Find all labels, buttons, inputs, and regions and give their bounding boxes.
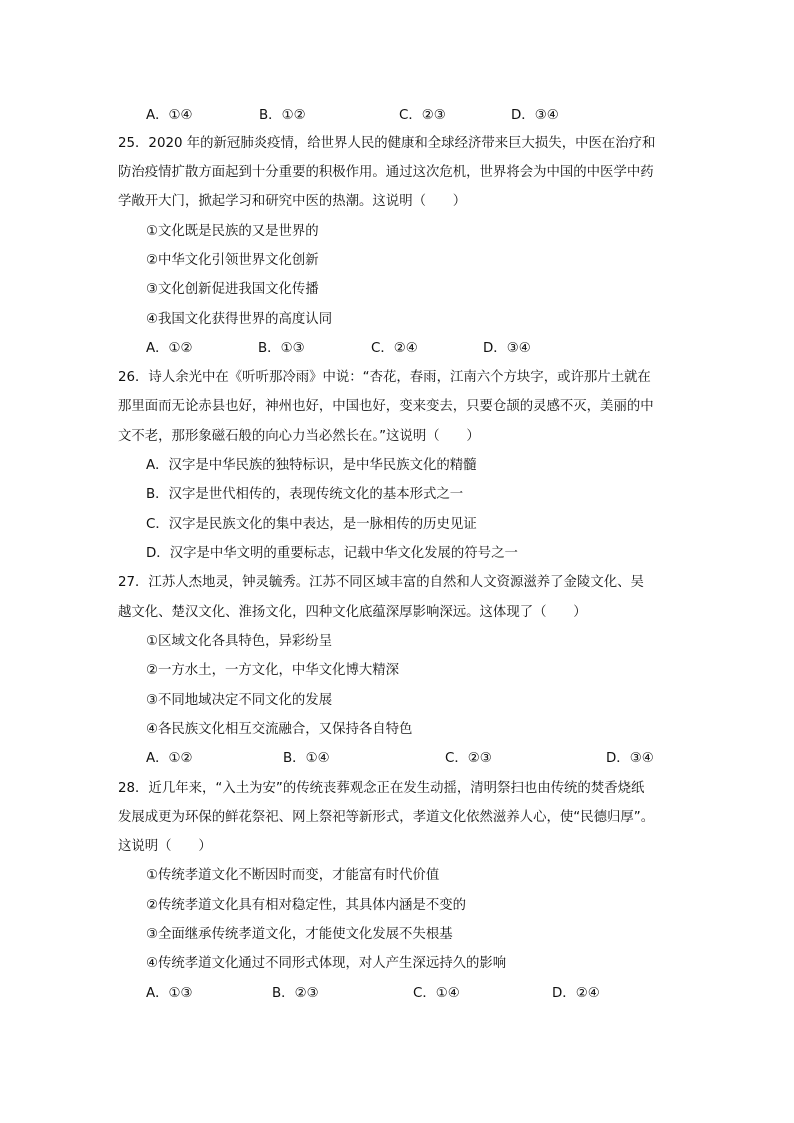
q27-option-b[interactable]: B．①④ bbox=[283, 751, 330, 766]
q27-statement-4: ④各民族文化相互交流融合，又保持各自特色 bbox=[146, 722, 413, 737]
q24-option-c[interactable]: C．②③ bbox=[399, 108, 446, 123]
q28-option-d[interactable]: D．②④ bbox=[552, 986, 600, 1001]
q26-stem-line-2: 那里面而无论赤县也好，神州也好，中国也好，变来变去，只要仓颉的灵感不灭，美丽的中 bbox=[118, 399, 654, 414]
q26-choice-c[interactable]: C．汉字是民族文化的集中表达，是一脉相传的历史见证 bbox=[146, 517, 477, 532]
q28-stem-line-3: 这说明（ ） bbox=[118, 839, 212, 854]
q25-statement-3: ③文化创新促进我国文化传播 bbox=[146, 282, 319, 297]
q26-stem-line-1: 26．诗人余光中在《听听那冷雨》中说：“杏花，春雨，江南六个方块字，或许那片土就在 bbox=[118, 370, 651, 385]
q28-statement-4: ④传统孝道文化通过不同形式体现，对人产生深远持久的影响 bbox=[146, 956, 507, 971]
q25-option-c[interactable]: C．②④ bbox=[371, 341, 418, 356]
q27-option-a[interactable]: A．①② bbox=[146, 751, 193, 766]
q26-choice-b[interactable]: B．汉字是世代相传的，表现传统文化的基本形式之一 bbox=[146, 487, 464, 502]
q26-choice-d[interactable]: D．汉字是中华文明的重要标志，记载中华文化发展的符号之一 bbox=[146, 546, 518, 561]
q24-option-b[interactable]: B．①② bbox=[259, 108, 306, 123]
q27-options bbox=[146, 749, 686, 769]
q24-option-a[interactable]: A．①④ bbox=[146, 108, 193, 123]
q25-option-d[interactable]: D．③④ bbox=[483, 341, 531, 356]
q28-option-b[interactable]: B．②③ bbox=[272, 986, 319, 1001]
q25-statement-4: ④我国文化获得世界的高度认同 bbox=[146, 312, 333, 327]
q27-option-c[interactable]: C．②③ bbox=[445, 751, 492, 766]
q28-option-a[interactable]: A．①③ bbox=[146, 986, 193, 1001]
q28-statement-1: ①传统孝道文化不断因时而变，才能富有时代价值 bbox=[146, 868, 440, 883]
q27-statement-3: ③不同地域决定不同文化的发展 bbox=[146, 693, 333, 708]
q25-option-b[interactable]: B．①③ bbox=[258, 341, 305, 356]
q25-stem-line-1: 25．2020 年的新冠肺炎疫情，给世界人民的健康和全球经济带来巨大损失，中医在治疗和 bbox=[118, 136, 656, 151]
q27-statement-2: ②一方水土，一方文化，中华文化博大精深 bbox=[146, 663, 400, 678]
q26-stem-line-3: 文不老，那形象磁石般的向心力当必然长在。”这说明（ ） bbox=[118, 429, 480, 444]
q28-stem-line-1: 28．近几年来，“入土为安”的传统丧葬观念正在发生动摇，清明祭扫也由传统的焚香烧纸 bbox=[118, 781, 645, 796]
q28-option-c[interactable]: C．①④ bbox=[413, 986, 460, 1001]
q28-statement-3: ③全面继承传统孝道文化，才能使文化发展不失根基 bbox=[146, 927, 453, 942]
q25-option-a[interactable]: A．①② bbox=[146, 341, 193, 356]
q26-choice-a[interactable]: A．汉字是中华民族的独特标识，是中华民族文化的精髓 bbox=[146, 458, 477, 473]
q27-stem-line-2: 越文化、楚汉文化、淮扬文化，四种文化底蕴深厚影响深远。这体现了（ ） bbox=[118, 605, 587, 620]
q28-statement-2: ②传统孝道文化具有相对稳定性，其具体内涵是不变的 bbox=[146, 898, 466, 913]
q24-options bbox=[146, 106, 686, 126]
q25-options bbox=[146, 339, 686, 359]
q25-statement-1: ①文化既是民族的又是世界的 bbox=[146, 224, 319, 239]
q28-options bbox=[146, 984, 686, 1004]
q27-option-d[interactable]: D．③④ bbox=[606, 751, 654, 766]
q25-statement-2: ②中华文化引领世界文化创新 bbox=[146, 253, 319, 268]
q27-stem-line-1: 27．江苏人杰地灵，钟灵毓秀。江苏不同区域丰富的自然和人文资源滋养了金陵文化、吴 bbox=[118, 575, 644, 590]
q27-statement-1: ①区域文化各具特色，异彩纷呈 bbox=[146, 634, 333, 649]
q24-option-d[interactable]: D．③④ bbox=[511, 108, 559, 123]
q25-stem-line-3: 学敞开大门，掀起学习和研究中医的热潮。这说明（ ） bbox=[118, 194, 467, 209]
q25-stem-line-2: 防治疫情扩散方面起到十分重要的积极作用。通过这次危机，世界将会为中国的中医学中药 bbox=[118, 165, 654, 180]
q28-stem-line-2: 发展成更为环保的鲜花祭祀、网上祭祀等新形式，孝道文化依然滋养人心，使“民德归厚”。 bbox=[118, 810, 655, 825]
